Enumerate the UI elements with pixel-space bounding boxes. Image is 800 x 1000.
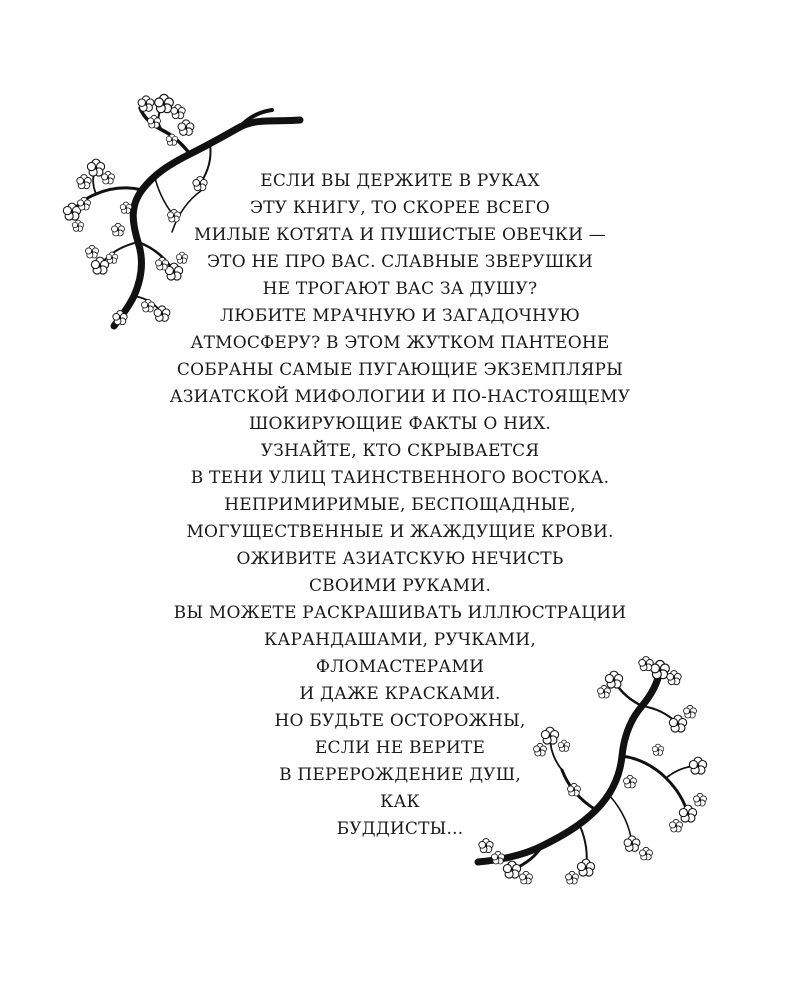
text-line: И ДАЖЕ КРАСКАМИ.: [299, 684, 501, 704]
text-line: ОЖИВИТЕ АЗИАТСКУЮ НЕЧИСТЬ: [236, 549, 564, 569]
cherry-blossom-branch-icon: [470, 650, 715, 895]
text-line: ВЫ МОЖЕТЕ РАСКРАШИВАТЬ ИЛЛЮСТРАЦИИ: [173, 603, 627, 623]
text-line: КАК: [380, 792, 420, 812]
text-line: В ПЕРЕРОЖДЕНИЕ ДУШ,: [279, 765, 521, 785]
text-line: НЕ ТРОГАЮТ ВАС ЗА ДУШУ?: [262, 279, 538, 299]
text-line: ЭТО НЕ ПРО ВАС. СЛАВНЫЕ ЗВЕРУШКИ: [206, 252, 594, 272]
text-line: АТМОСФЕРУ? В ЭТОМ ЖУТКОМ ПАНТЕОНЕ: [190, 333, 610, 353]
text-line: БУДДИСТЫ...: [336, 819, 464, 839]
text-line: ШОКИРУЮЩИЕ ФАКТЫ О НИХ.: [248, 414, 552, 434]
text-line: ЭТУ КНИГУ, ТО СКОРЕЕ ВСЕГО: [250, 198, 550, 218]
text-line: ЕСЛИ ВЫ ДЕРЖИТЕ В РУКАХ: [260, 171, 540, 191]
text-line: МОГУЩЕСТВЕННЫЕ И ЖАЖДУЩИЕ КРОВИ.: [186, 522, 614, 542]
text-line: АЗИАТСКОЙ МИФОЛОГИИ И ПО-НАСТОЯЩЕМУ: [169, 387, 631, 407]
text-line: УЗНАЙТЕ, КТО СКРЫВАЕТСЯ: [260, 441, 540, 461]
text-line: МИЛЫЕ КОТЯТА И ПУШИСТЫЕ ОВЕЧКИ —: [194, 225, 606, 245]
text-line: НЕПРИМИРИМЫЕ, БЕСПОЩАДНЫЕ,: [224, 495, 576, 515]
text-line: КАРАНДАШАМИ, РУЧКАМИ,: [264, 630, 536, 650]
text-line: СОБРАНЫ САМЫЕ ПУГАЮЩИЕ ЭКЗЕМПЛЯРЫ: [176, 360, 624, 380]
text-line: ФЛОМАСТЕРАМИ: [315, 657, 485, 677]
text-line: СВОИМИ РУКАМИ.: [308, 576, 492, 596]
text-line: В ТЕНИ УЛИЦ ТАИНСТВЕННОГО ВОСТОКА.: [190, 468, 610, 488]
text-line: ЛЮБИТЕ МРАЧНУЮ И ЗАГАДОЧНУЮ: [219, 306, 581, 326]
text-line: НО БУДЬТЕ ОСТОРОЖНЫ,: [274, 711, 526, 731]
text-line: ЕСЛИ НЕ ВЕРИТЕ: [314, 738, 486, 758]
